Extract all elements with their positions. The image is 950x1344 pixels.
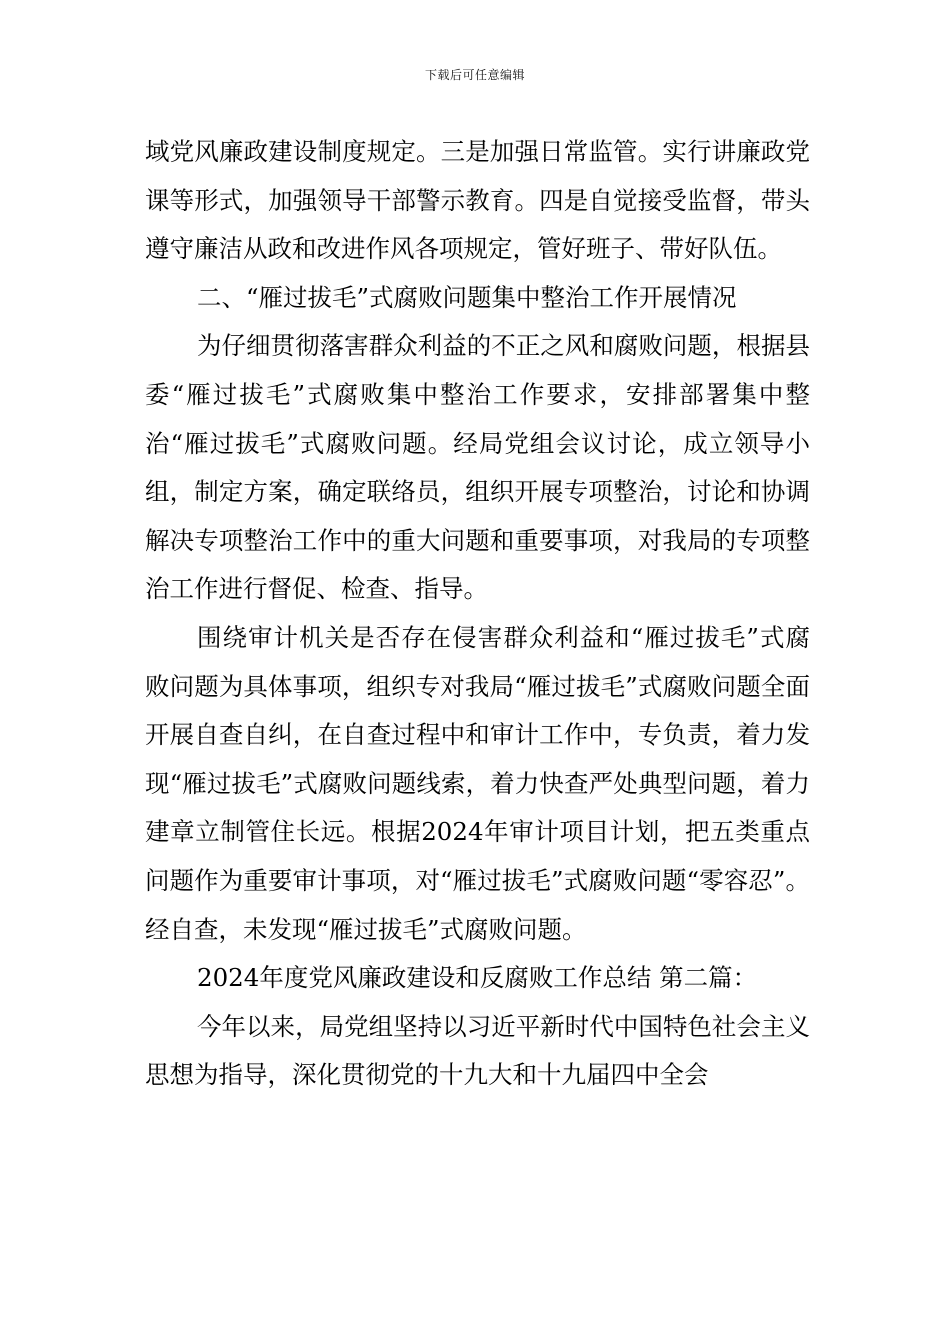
page-header: 下载后可任意编辑 [424, 68, 525, 82]
paragraph: 围绕审计机关是否存在侵害群众利益和“雁过拔毛”式腐败问题为具体事项，组织专对我局“雁过拔毛”式腐败问题全面开展自查自纠，在自查过程中和审计工作中，专负责，着力发现“雁过拔毛”式腐败问题线索，着力快查严处典型问题，着力建章立制管住长远。根据2024年审计项目计划，把五类重点问题作为重要审计事项，对“雁过拔毛”式腐败问题“零容忍”。经自查，未发现“雁过拔毛”式腐败问题。 [145, 622, 810, 944]
paragraph-continuation: 域党风廉政建设制度规定。三是加强日常监管。实行讲廉政党课等形式，加强领导干部警示教育。四是自觉接受监督，带头遵守廉洁从政和改进作风各项规定，管好班子、带好队伍。 [145, 137, 810, 264]
section-heading: 二、“雁过拔毛”式腐败问题集中整治工作开展情况 [197, 282, 737, 312]
document-body [145, 128, 810, 1100]
article-title: 2024年度党风廉政建设和反腐败工作总结 第二篇： [197, 963, 758, 993]
paragraph: 今年以来，局党组坚持以习近平新时代中国特色社会主义思想为指导，深化贯彻党的十九大和十九届四中全会 [145, 1011, 810, 1090]
paragraph: 为仔细贯彻落害群众利益的不正之风和腐败问题，根据县委“雁过拔毛”式腐败集中整治工作要求，安排部署集中整治“雁过拔毛”式腐败问题。经局党组会议讨论，成立领导小组，制定方案，确定联络员，组织开展专项整治，讨论和协调解决专项整治工作中的重大问题和重要事项，对我局的专项整治工作进行督促、检查、指导。 [145, 331, 810, 604]
